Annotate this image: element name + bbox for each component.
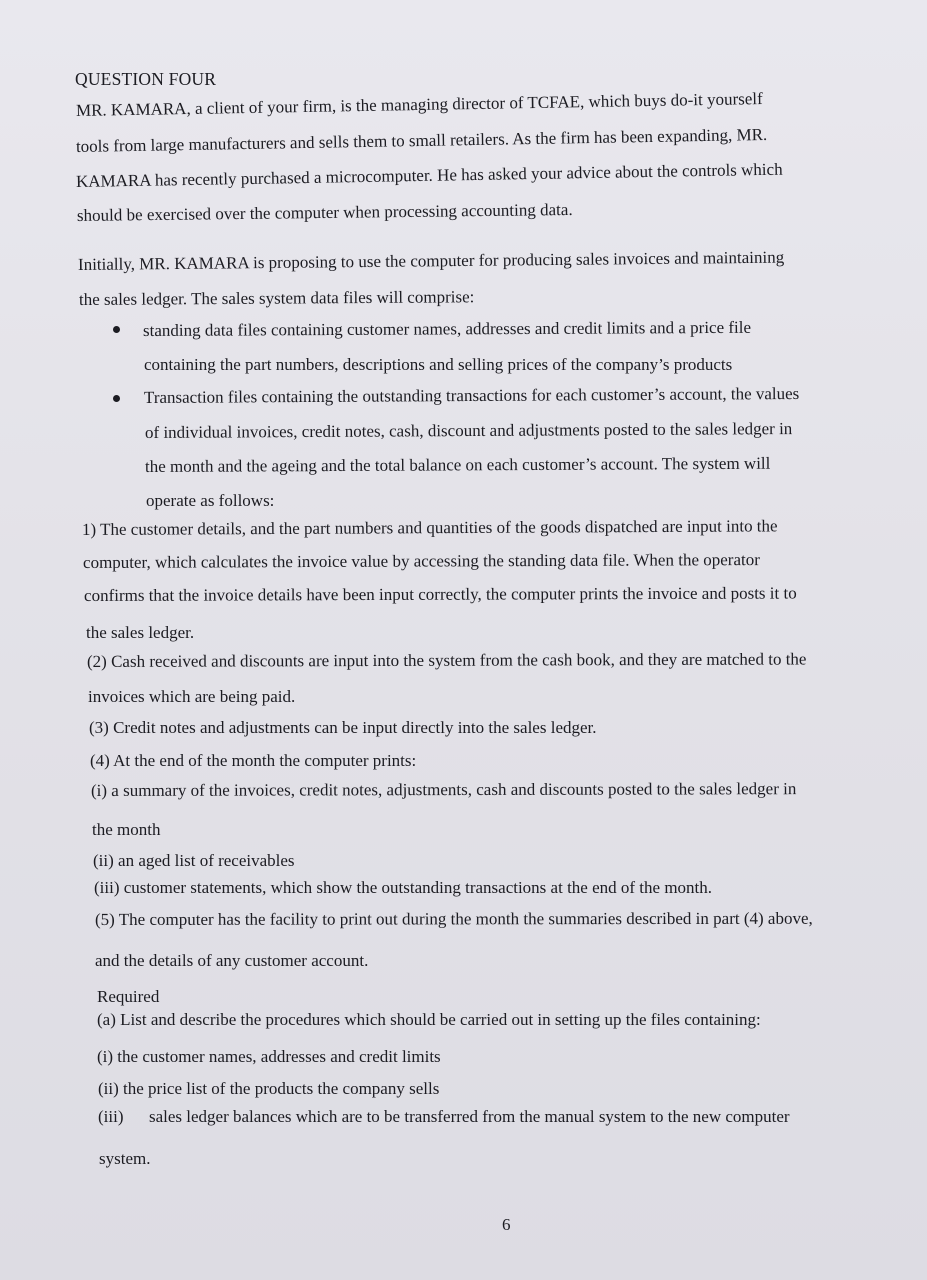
intro-line: should be exercised over the computer when processing accounting data. bbox=[76, 199, 573, 225]
step-line: (iii) customer statements, which show the outstanding transactions at the end of the month. bbox=[94, 878, 713, 897]
step-line: computer, which calculates the invoice value by accessing the standing data file. When the operator bbox=[82, 550, 760, 572]
required-line: (ii) the price list of the products the company sells bbox=[98, 1079, 440, 1098]
step-line: confirms that the invoice details have been input correctly, the computer prints the invoice and posts it to bbox=[83, 583, 797, 605]
required-line: (i) the customer names, addresses and credit limits bbox=[97, 1047, 441, 1066]
question-heading: QUESTION FOUR bbox=[75, 69, 217, 89]
step-line: (ii) an aged list of receivables bbox=[93, 851, 295, 870]
intro-line: KAMARA has recently purchased a microcomputer. He has asked your advice about the controls which bbox=[75, 159, 783, 191]
proposal-line: Initially, MR. KAMARA is proposing to use the computer for producing sales invoices and maintaining bbox=[77, 247, 785, 274]
bullet-line: the month and the ageing and the total balance on each customer’s account. The system will bbox=[144, 453, 771, 476]
step-line: (i) a summary of the invoices, credit notes, adjustments, cash and discounts posted to the sales ledger in bbox=[90, 779, 797, 800]
page-number: 6 bbox=[502, 1215, 511, 1234]
bullet-line: standing data files containing customer names, addresses and credit limits and a price file bbox=[142, 317, 752, 340]
bullet-line: containing the part numbers, descriptions and selling prices of the company’s products bbox=[144, 355, 733, 374]
step-line: invoices which are being paid. bbox=[88, 687, 296, 706]
step-line: (3) Credit notes and adjustments can be input directly into the sales ledger. bbox=[89, 718, 597, 737]
bullet-line: of individual invoices, credit notes, cash, discount and adjustments posted to the sales ledger in bbox=[144, 419, 793, 442]
required-line: (a) List and describe the procedures which should be carried out in setting up the files containing: bbox=[97, 1010, 761, 1029]
bullet-marker bbox=[113, 326, 120, 333]
proposal-line: the sales ledger. The sales system data files will comprise: bbox=[78, 287, 475, 309]
step-line: 1) The customer details, and the part numbers and quantities of the goods dispatched are input into the bbox=[81, 516, 778, 539]
step-line: the sales ledger. bbox=[86, 623, 195, 642]
bullet-line: Transaction files containing the outstanding transactions for each customer’s account, the values bbox=[143, 383, 800, 407]
step-line: (5) The computer has the facility to print out during the month the summaries described in part (4) above, bbox=[94, 908, 813, 929]
required-line: (iii) sales ledger balances which are to be transferred from the manual system to the new computer bbox=[98, 1107, 790, 1126]
step-line: the month bbox=[92, 820, 161, 839]
bullet-line: operate as follows: bbox=[146, 491, 275, 510]
step-line: and the details of any customer account. bbox=[95, 951, 369, 970]
required-line: system. bbox=[99, 1149, 151, 1168]
step-line: (2) Cash received and discounts are input into the system from the cash book, and they are matched to the bbox=[86, 649, 807, 671]
bullet-marker bbox=[113, 395, 120, 402]
step-line: (4) At the end of the month the computer prints: bbox=[90, 751, 417, 770]
required-label: Required bbox=[97, 987, 160, 1006]
intro-line: MR. KAMARA, a client of your firm, is the managing director of TCFAE, which buys do-it yourself bbox=[75, 89, 763, 120]
intro-line: tools from large manufacturers and sells them to small retailers. As the firm has been expanding, MR. bbox=[75, 124, 768, 156]
